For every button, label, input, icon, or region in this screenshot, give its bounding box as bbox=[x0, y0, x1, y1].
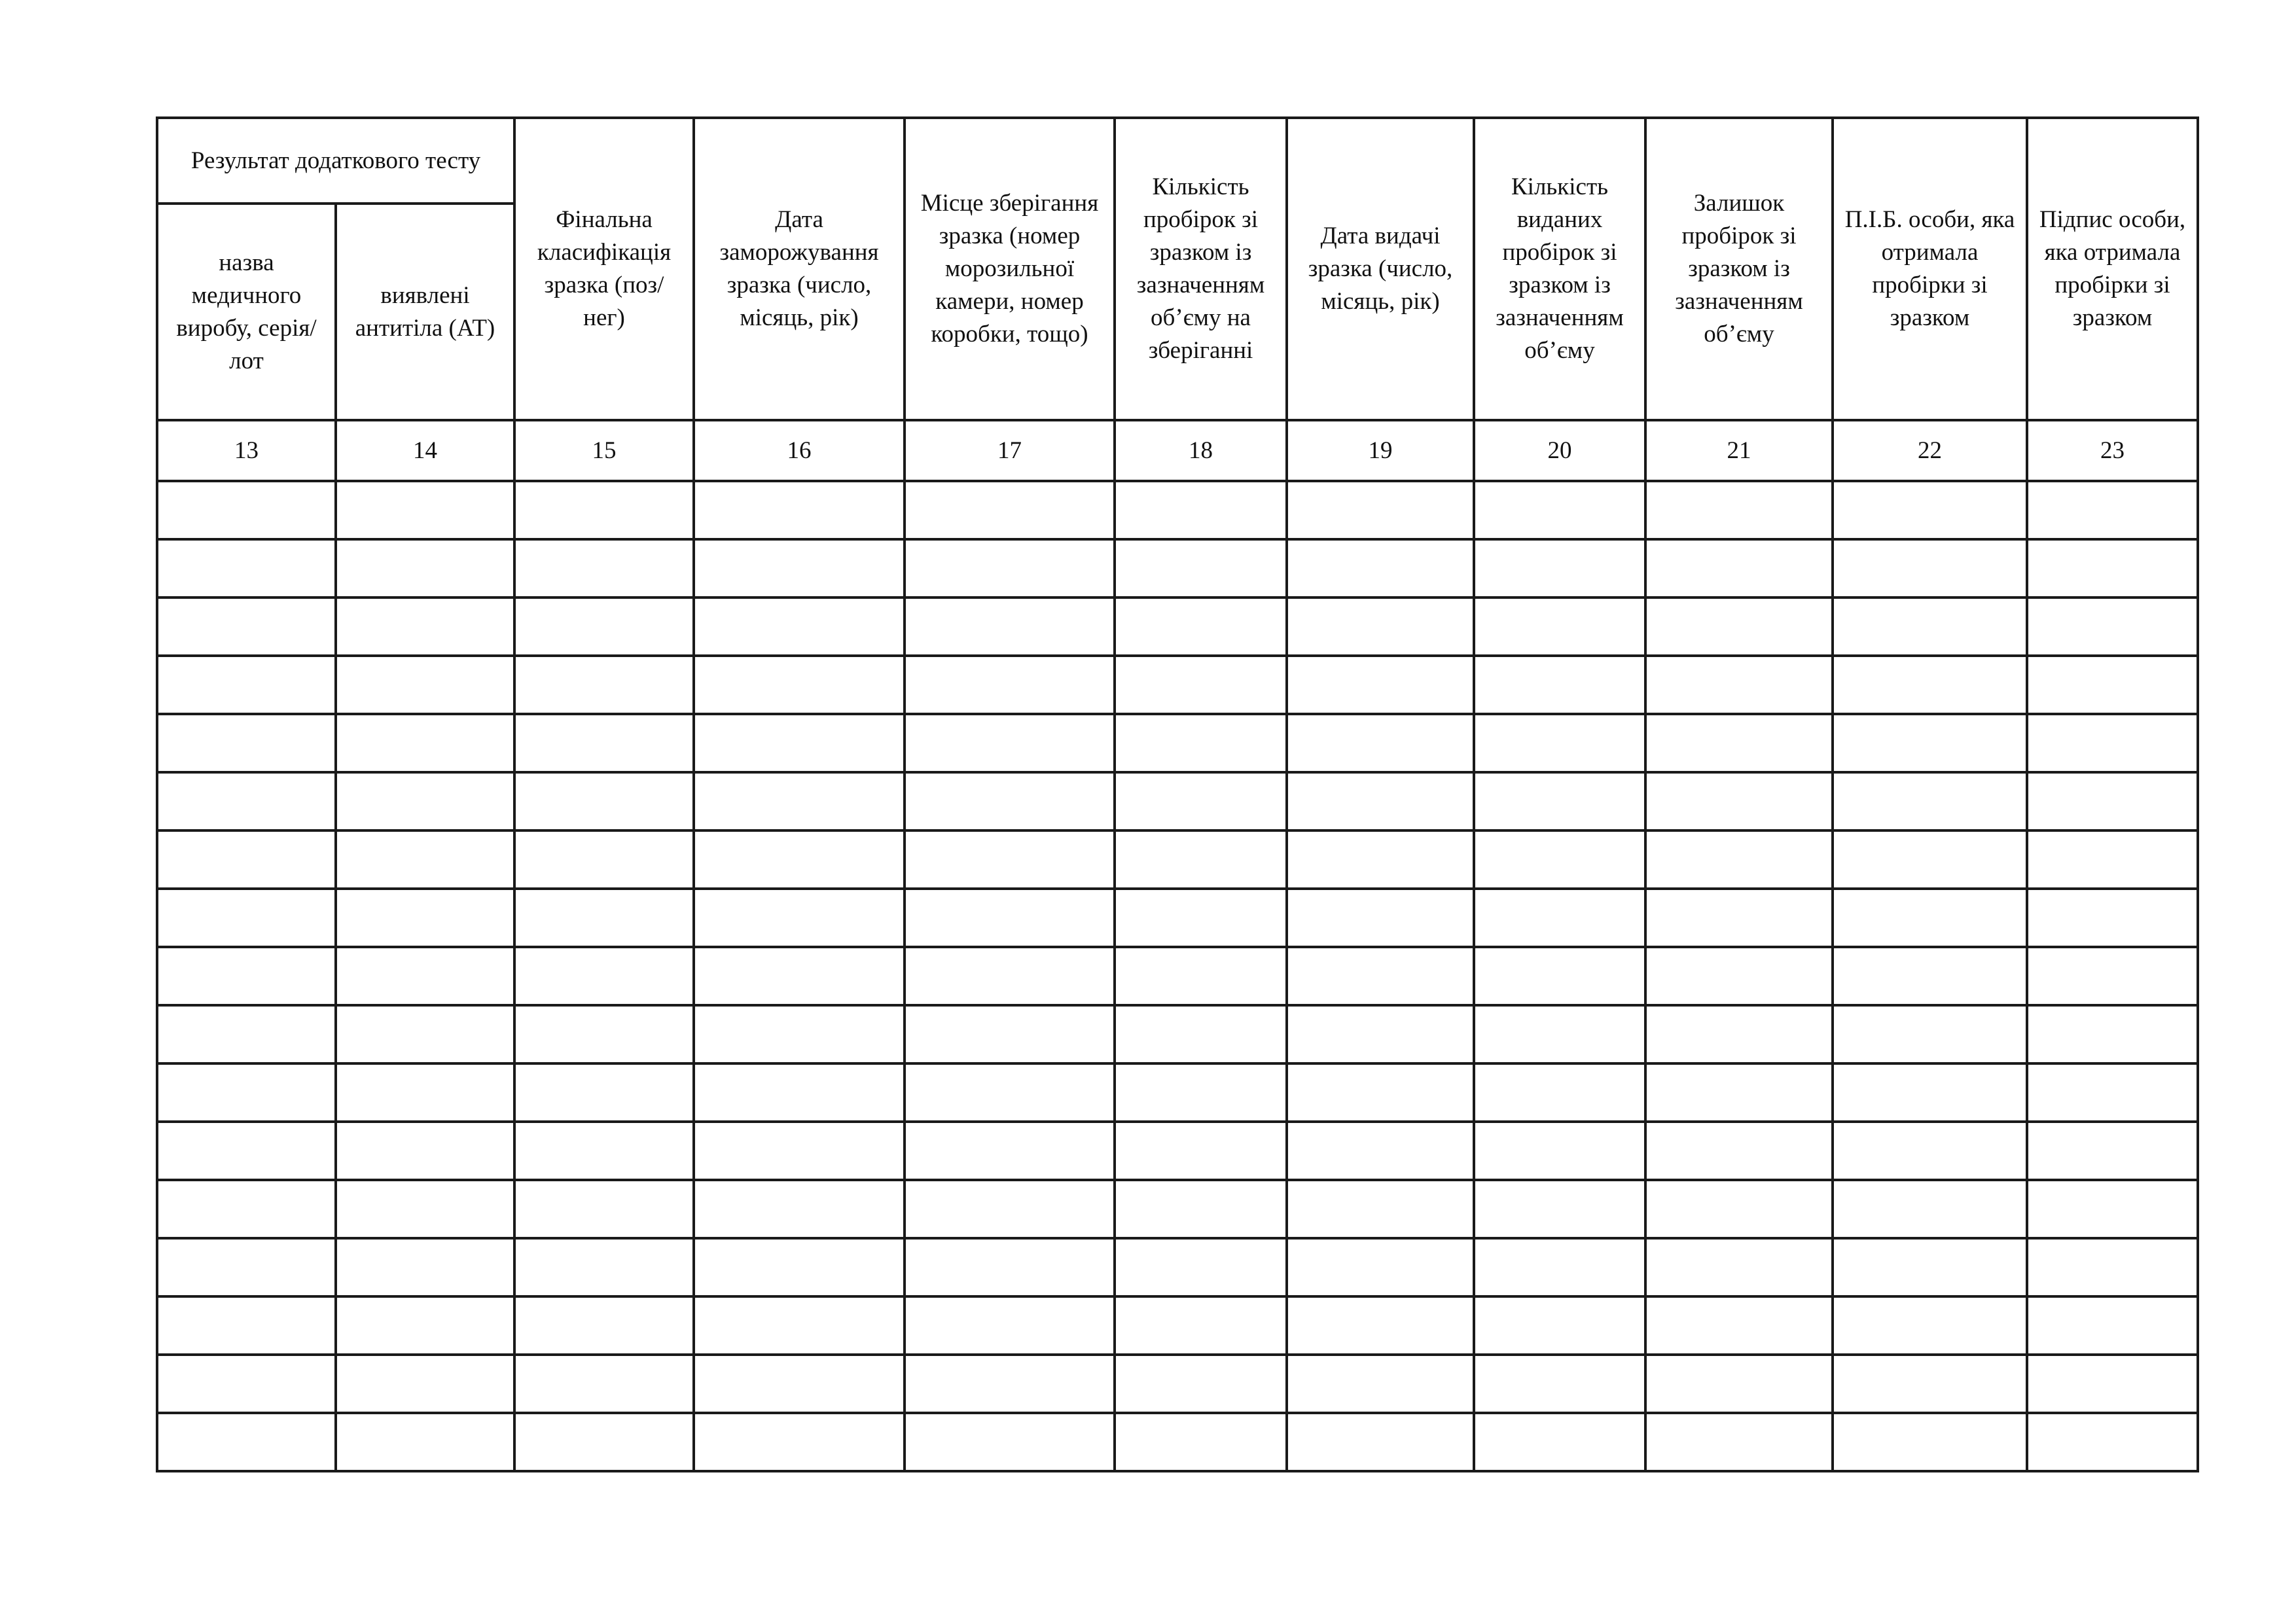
table-cell bbox=[1287, 1122, 1474, 1180]
table-cell bbox=[1115, 481, 1287, 539]
table-row bbox=[157, 772, 2198, 830]
table-cell bbox=[694, 597, 905, 656]
table-cell bbox=[2027, 656, 2198, 714]
table-cell bbox=[1474, 1296, 1645, 1355]
table-cell bbox=[157, 1413, 336, 1471]
table-cell bbox=[157, 1005, 336, 1063]
table-cell bbox=[1115, 772, 1287, 830]
table-cell bbox=[2027, 1413, 2198, 1471]
table-row bbox=[157, 947, 2198, 1005]
column-number-cell: 18 bbox=[1115, 420, 1287, 481]
table-cell bbox=[2027, 1063, 2198, 1122]
table-cell bbox=[1115, 1238, 1287, 1296]
table-row bbox=[157, 1355, 2198, 1413]
table-cell bbox=[1833, 1180, 2027, 1238]
header-cell-final-classification bbox=[514, 118, 694, 420]
table-row bbox=[157, 1238, 2198, 1296]
table-cell bbox=[694, 947, 905, 1005]
table-row bbox=[157, 481, 2198, 539]
table-cell bbox=[1474, 889, 1645, 947]
table-cell bbox=[1833, 597, 2027, 656]
table-cell bbox=[1474, 772, 1645, 830]
table-cell bbox=[336, 1296, 514, 1355]
table-cell bbox=[1833, 481, 2027, 539]
table-cell bbox=[1287, 597, 1474, 656]
table-cell bbox=[1115, 539, 1287, 597]
table-cell bbox=[905, 830, 1115, 889]
table-cell bbox=[1474, 1180, 1645, 1238]
table-cell bbox=[1287, 1296, 1474, 1355]
table-cell bbox=[157, 656, 336, 714]
table-row bbox=[157, 597, 2198, 656]
table-cell bbox=[1287, 772, 1474, 830]
subheader-cell-device-name bbox=[157, 204, 336, 420]
column-number-cell: 13 bbox=[157, 420, 336, 481]
subheader-label: назва медичного виробу, серія/лот bbox=[176, 249, 317, 374]
table-cell bbox=[694, 481, 905, 539]
table-cell bbox=[694, 1005, 905, 1063]
table-cell bbox=[1645, 772, 1833, 830]
table-cell bbox=[694, 1413, 905, 1471]
table-cell bbox=[1833, 830, 2027, 889]
table-cell bbox=[1833, 889, 2027, 947]
table-cell bbox=[694, 1238, 905, 1296]
table-cell bbox=[1645, 947, 1833, 1005]
table-cell bbox=[336, 1238, 514, 1296]
table-cell bbox=[514, 1005, 694, 1063]
table-cell bbox=[1645, 1122, 1833, 1180]
table-cell bbox=[1115, 947, 1287, 1005]
table-cell bbox=[1645, 1413, 1833, 1471]
table-cell bbox=[905, 772, 1115, 830]
table-cell bbox=[1645, 1005, 1833, 1063]
header-cell-issue-date bbox=[1287, 118, 1474, 420]
table-cell bbox=[1474, 1238, 1645, 1296]
table-cell bbox=[1833, 1122, 2027, 1180]
table-cell bbox=[336, 830, 514, 889]
table-cell bbox=[1645, 1180, 1833, 1238]
table-cell bbox=[694, 539, 905, 597]
table-cell bbox=[2027, 481, 2198, 539]
table-cell bbox=[157, 481, 336, 539]
table-cell bbox=[157, 1180, 336, 1238]
table-cell bbox=[1115, 1355, 1287, 1413]
table-row bbox=[157, 656, 2198, 714]
table-cell bbox=[514, 772, 694, 830]
table-cell bbox=[905, 1063, 1115, 1122]
table-cell bbox=[694, 1296, 905, 1355]
table-cell bbox=[1474, 1063, 1645, 1122]
table-cell bbox=[694, 772, 905, 830]
table-cell bbox=[514, 830, 694, 889]
table-cell bbox=[1645, 1296, 1833, 1355]
table-cell bbox=[1474, 539, 1645, 597]
table-cell bbox=[1287, 830, 1474, 889]
table-cell bbox=[2027, 1238, 2198, 1296]
table-cell bbox=[1645, 597, 1833, 656]
header-cell-storage-location bbox=[905, 118, 1115, 420]
table-cell bbox=[1474, 656, 1645, 714]
table-row bbox=[157, 1122, 2198, 1180]
table-cell bbox=[1645, 714, 1833, 772]
table-row bbox=[157, 889, 2198, 947]
table-cell bbox=[1115, 1122, 1287, 1180]
table-cell bbox=[514, 1296, 694, 1355]
header-cell-tubes-issued bbox=[1474, 118, 1645, 420]
table-cell bbox=[157, 1296, 336, 1355]
table-cell bbox=[1645, 1063, 1833, 1122]
table-cell bbox=[1115, 1005, 1287, 1063]
table-cell bbox=[157, 772, 336, 830]
table-cell bbox=[514, 714, 694, 772]
table-cell bbox=[514, 1238, 694, 1296]
table-cell bbox=[694, 714, 905, 772]
table-cell bbox=[336, 481, 514, 539]
column-number-cell: 20 bbox=[1474, 420, 1645, 481]
table-cell bbox=[694, 1180, 905, 1238]
table-cell bbox=[1287, 1180, 1474, 1238]
table-cell bbox=[905, 1413, 1115, 1471]
group-header-label: Результат додаткового тесту bbox=[190, 147, 481, 174]
table-cell bbox=[336, 772, 514, 830]
header-label: Підпис особи, яка отримала пробірки зі зразком bbox=[2039, 206, 2186, 331]
table-cell bbox=[1833, 1413, 2027, 1471]
table-cell bbox=[1833, 1005, 2027, 1063]
table-cell bbox=[1287, 889, 1474, 947]
table-cell bbox=[336, 539, 514, 597]
table-row bbox=[157, 1296, 2198, 1355]
table-cell bbox=[1115, 1180, 1287, 1238]
table-cell bbox=[336, 1355, 514, 1413]
table-cell bbox=[157, 830, 336, 889]
column-number-cell: 23 bbox=[2027, 420, 2198, 481]
table-cell bbox=[2027, 1180, 2198, 1238]
table-cell bbox=[1474, 947, 1645, 1005]
table-cell bbox=[1474, 1413, 1645, 1471]
table-cell bbox=[157, 539, 336, 597]
table-cell bbox=[1833, 1355, 2027, 1413]
table-cell bbox=[1645, 539, 1833, 597]
table-cell bbox=[157, 1122, 336, 1180]
table-cell bbox=[905, 1296, 1115, 1355]
table-cell bbox=[514, 889, 694, 947]
table-cell bbox=[336, 889, 514, 947]
table-cell bbox=[694, 1063, 905, 1122]
table-cell bbox=[1115, 1296, 1287, 1355]
header-label: Дата видачі зразка (число, місяць, рік) bbox=[1308, 223, 1453, 315]
table-cell bbox=[694, 1122, 905, 1180]
table-cell bbox=[1833, 656, 2027, 714]
header-label: Дата заморожування зразка (число, місяць, рік) bbox=[719, 206, 879, 331]
table-cell bbox=[157, 1355, 336, 1413]
table-cell bbox=[336, 656, 514, 714]
table-cell bbox=[336, 597, 514, 656]
table-cell bbox=[1474, 597, 1645, 656]
header-cell-recipient-signature bbox=[2027, 118, 2198, 420]
table-cell bbox=[157, 597, 336, 656]
column-number-cell: 21 bbox=[1645, 420, 1833, 481]
table-row bbox=[157, 1180, 2198, 1238]
table-cell bbox=[157, 1238, 336, 1296]
table-cell bbox=[1287, 656, 1474, 714]
table-cell bbox=[1287, 1238, 1474, 1296]
table-cell bbox=[1287, 1005, 1474, 1063]
table-cell bbox=[2027, 714, 2198, 772]
table-cell bbox=[514, 597, 694, 656]
table-cell bbox=[1833, 1296, 2027, 1355]
column-number-row bbox=[157, 420, 2198, 481]
table-cell bbox=[514, 1122, 694, 1180]
table-row bbox=[157, 714, 2198, 772]
table-cell bbox=[1645, 1238, 1833, 1296]
table-cell bbox=[905, 947, 1115, 1005]
table-cell bbox=[2027, 947, 2198, 1005]
column-number-cell: 14 bbox=[336, 420, 514, 481]
table-cell bbox=[905, 1238, 1115, 1296]
table-cell bbox=[157, 1063, 336, 1122]
table-row bbox=[157, 1005, 2198, 1063]
table-cell bbox=[905, 1180, 1115, 1238]
table-cell bbox=[1287, 1063, 1474, 1122]
table-cell bbox=[1833, 772, 2027, 830]
header-cell-tubes-remaining bbox=[1645, 118, 1833, 420]
table-cell bbox=[905, 656, 1115, 714]
header-label: Кількість виданих пробірок зі зразком із зазначенням об’єму bbox=[1496, 173, 1624, 364]
header-label: Місце зберігання зразка (номер морозильної камери, номер коробки, тощо) bbox=[920, 190, 1099, 348]
table-cell bbox=[905, 539, 1115, 597]
table-cell bbox=[1115, 1413, 1287, 1471]
table-cell bbox=[1287, 947, 1474, 1005]
table-cell bbox=[336, 947, 514, 1005]
header-label: Залишок пробірок зі зразком із зазначенням об’єму bbox=[1675, 190, 1803, 348]
table-row bbox=[157, 830, 2198, 889]
column-number-cell: 19 bbox=[1287, 420, 1474, 481]
table-cell bbox=[514, 1413, 694, 1471]
table-cell bbox=[1645, 889, 1833, 947]
header-cell-recipient-name bbox=[1833, 118, 2027, 420]
table-cell bbox=[336, 1180, 514, 1238]
table-cell bbox=[905, 597, 1115, 656]
table-row bbox=[157, 1063, 2198, 1122]
table-cell bbox=[2027, 539, 2198, 597]
table-cell bbox=[1645, 656, 1833, 714]
table-cell bbox=[514, 1180, 694, 1238]
header-label: П.І.Б. особи, яка отримала пробірки зі зразком bbox=[1844, 206, 2015, 331]
table-cell bbox=[1833, 947, 2027, 1005]
table-cell bbox=[1115, 597, 1287, 656]
header-cell-freeze-date bbox=[694, 118, 905, 420]
table-cell bbox=[336, 1005, 514, 1063]
group-header-cell bbox=[157, 118, 514, 204]
column-number-cell: 17 bbox=[905, 420, 1115, 481]
sample-register-table bbox=[156, 116, 2199, 1472]
table-cell bbox=[2027, 1355, 2198, 1413]
table-cell bbox=[905, 1355, 1115, 1413]
table-cell bbox=[694, 1355, 905, 1413]
table-cell bbox=[514, 947, 694, 1005]
subheader-label: виявлені антитіла (АТ) bbox=[355, 281, 495, 342]
table-cell bbox=[1287, 1355, 1474, 1413]
table-cell bbox=[905, 1122, 1115, 1180]
table-cell bbox=[1833, 539, 2027, 597]
table-cell bbox=[2027, 772, 2198, 830]
table-cell bbox=[1474, 481, 1645, 539]
table-cell bbox=[157, 889, 336, 947]
table-cell bbox=[2027, 1296, 2198, 1355]
table-cell bbox=[694, 830, 905, 889]
table-cell bbox=[1645, 830, 1833, 889]
table-cell bbox=[1287, 714, 1474, 772]
table-cell bbox=[1474, 1005, 1645, 1063]
table-cell bbox=[2027, 1122, 2198, 1180]
header-cell-tubes-stored bbox=[1115, 118, 1287, 420]
table-cell bbox=[514, 1063, 694, 1122]
table-cell bbox=[905, 714, 1115, 772]
table-cell bbox=[2027, 830, 2198, 889]
table-cell bbox=[1115, 1063, 1287, 1122]
table-cell bbox=[2027, 889, 2198, 947]
table-cell bbox=[1115, 830, 1287, 889]
table-cell bbox=[1833, 714, 2027, 772]
table-cell bbox=[694, 656, 905, 714]
table-cell bbox=[336, 1413, 514, 1471]
table-cell bbox=[1287, 539, 1474, 597]
table-cell bbox=[1115, 656, 1287, 714]
column-number-cell: 16 bbox=[694, 420, 905, 481]
table-cell bbox=[336, 1063, 514, 1122]
table-cell bbox=[1474, 1355, 1645, 1413]
table-cell bbox=[905, 889, 1115, 947]
table-cell bbox=[514, 656, 694, 714]
table-cell bbox=[1645, 481, 1833, 539]
table-cell bbox=[1474, 1122, 1645, 1180]
table-cell bbox=[2027, 1005, 2198, 1063]
table-cell bbox=[694, 889, 905, 947]
header-row-group bbox=[157, 118, 2198, 204]
table-cell bbox=[336, 714, 514, 772]
table-cell bbox=[514, 481, 694, 539]
table-cell bbox=[157, 714, 336, 772]
table-cell bbox=[1287, 1413, 1474, 1471]
table-row bbox=[157, 539, 2198, 597]
header-label: Кількість пробірок зі зразком із зазначенням об’єму на зберіганні bbox=[1136, 173, 1265, 364]
table-cell bbox=[1833, 1063, 2027, 1122]
table-cell bbox=[1474, 830, 1645, 889]
table-cell bbox=[514, 1355, 694, 1413]
table-cell bbox=[2027, 597, 2198, 656]
table-row bbox=[157, 1413, 2198, 1471]
table-cell bbox=[514, 539, 694, 597]
table-cell bbox=[1287, 481, 1474, 539]
table-cell bbox=[1833, 1238, 2027, 1296]
table-cell bbox=[905, 481, 1115, 539]
table-cell bbox=[1474, 714, 1645, 772]
table-cell bbox=[157, 947, 336, 1005]
table-cell bbox=[905, 1005, 1115, 1063]
table-cell bbox=[1115, 889, 1287, 947]
header-label: Фінальна класифікація зразка (поз/ нег) bbox=[537, 206, 672, 331]
column-number-cell: 15 bbox=[514, 420, 694, 481]
register-sheet bbox=[156, 116, 2199, 1472]
table-cell bbox=[336, 1122, 514, 1180]
table-cell bbox=[1645, 1355, 1833, 1413]
table-cell bbox=[1115, 714, 1287, 772]
column-number-cell: 22 bbox=[1833, 420, 2027, 481]
subheader-cell-antibodies bbox=[336, 204, 514, 420]
